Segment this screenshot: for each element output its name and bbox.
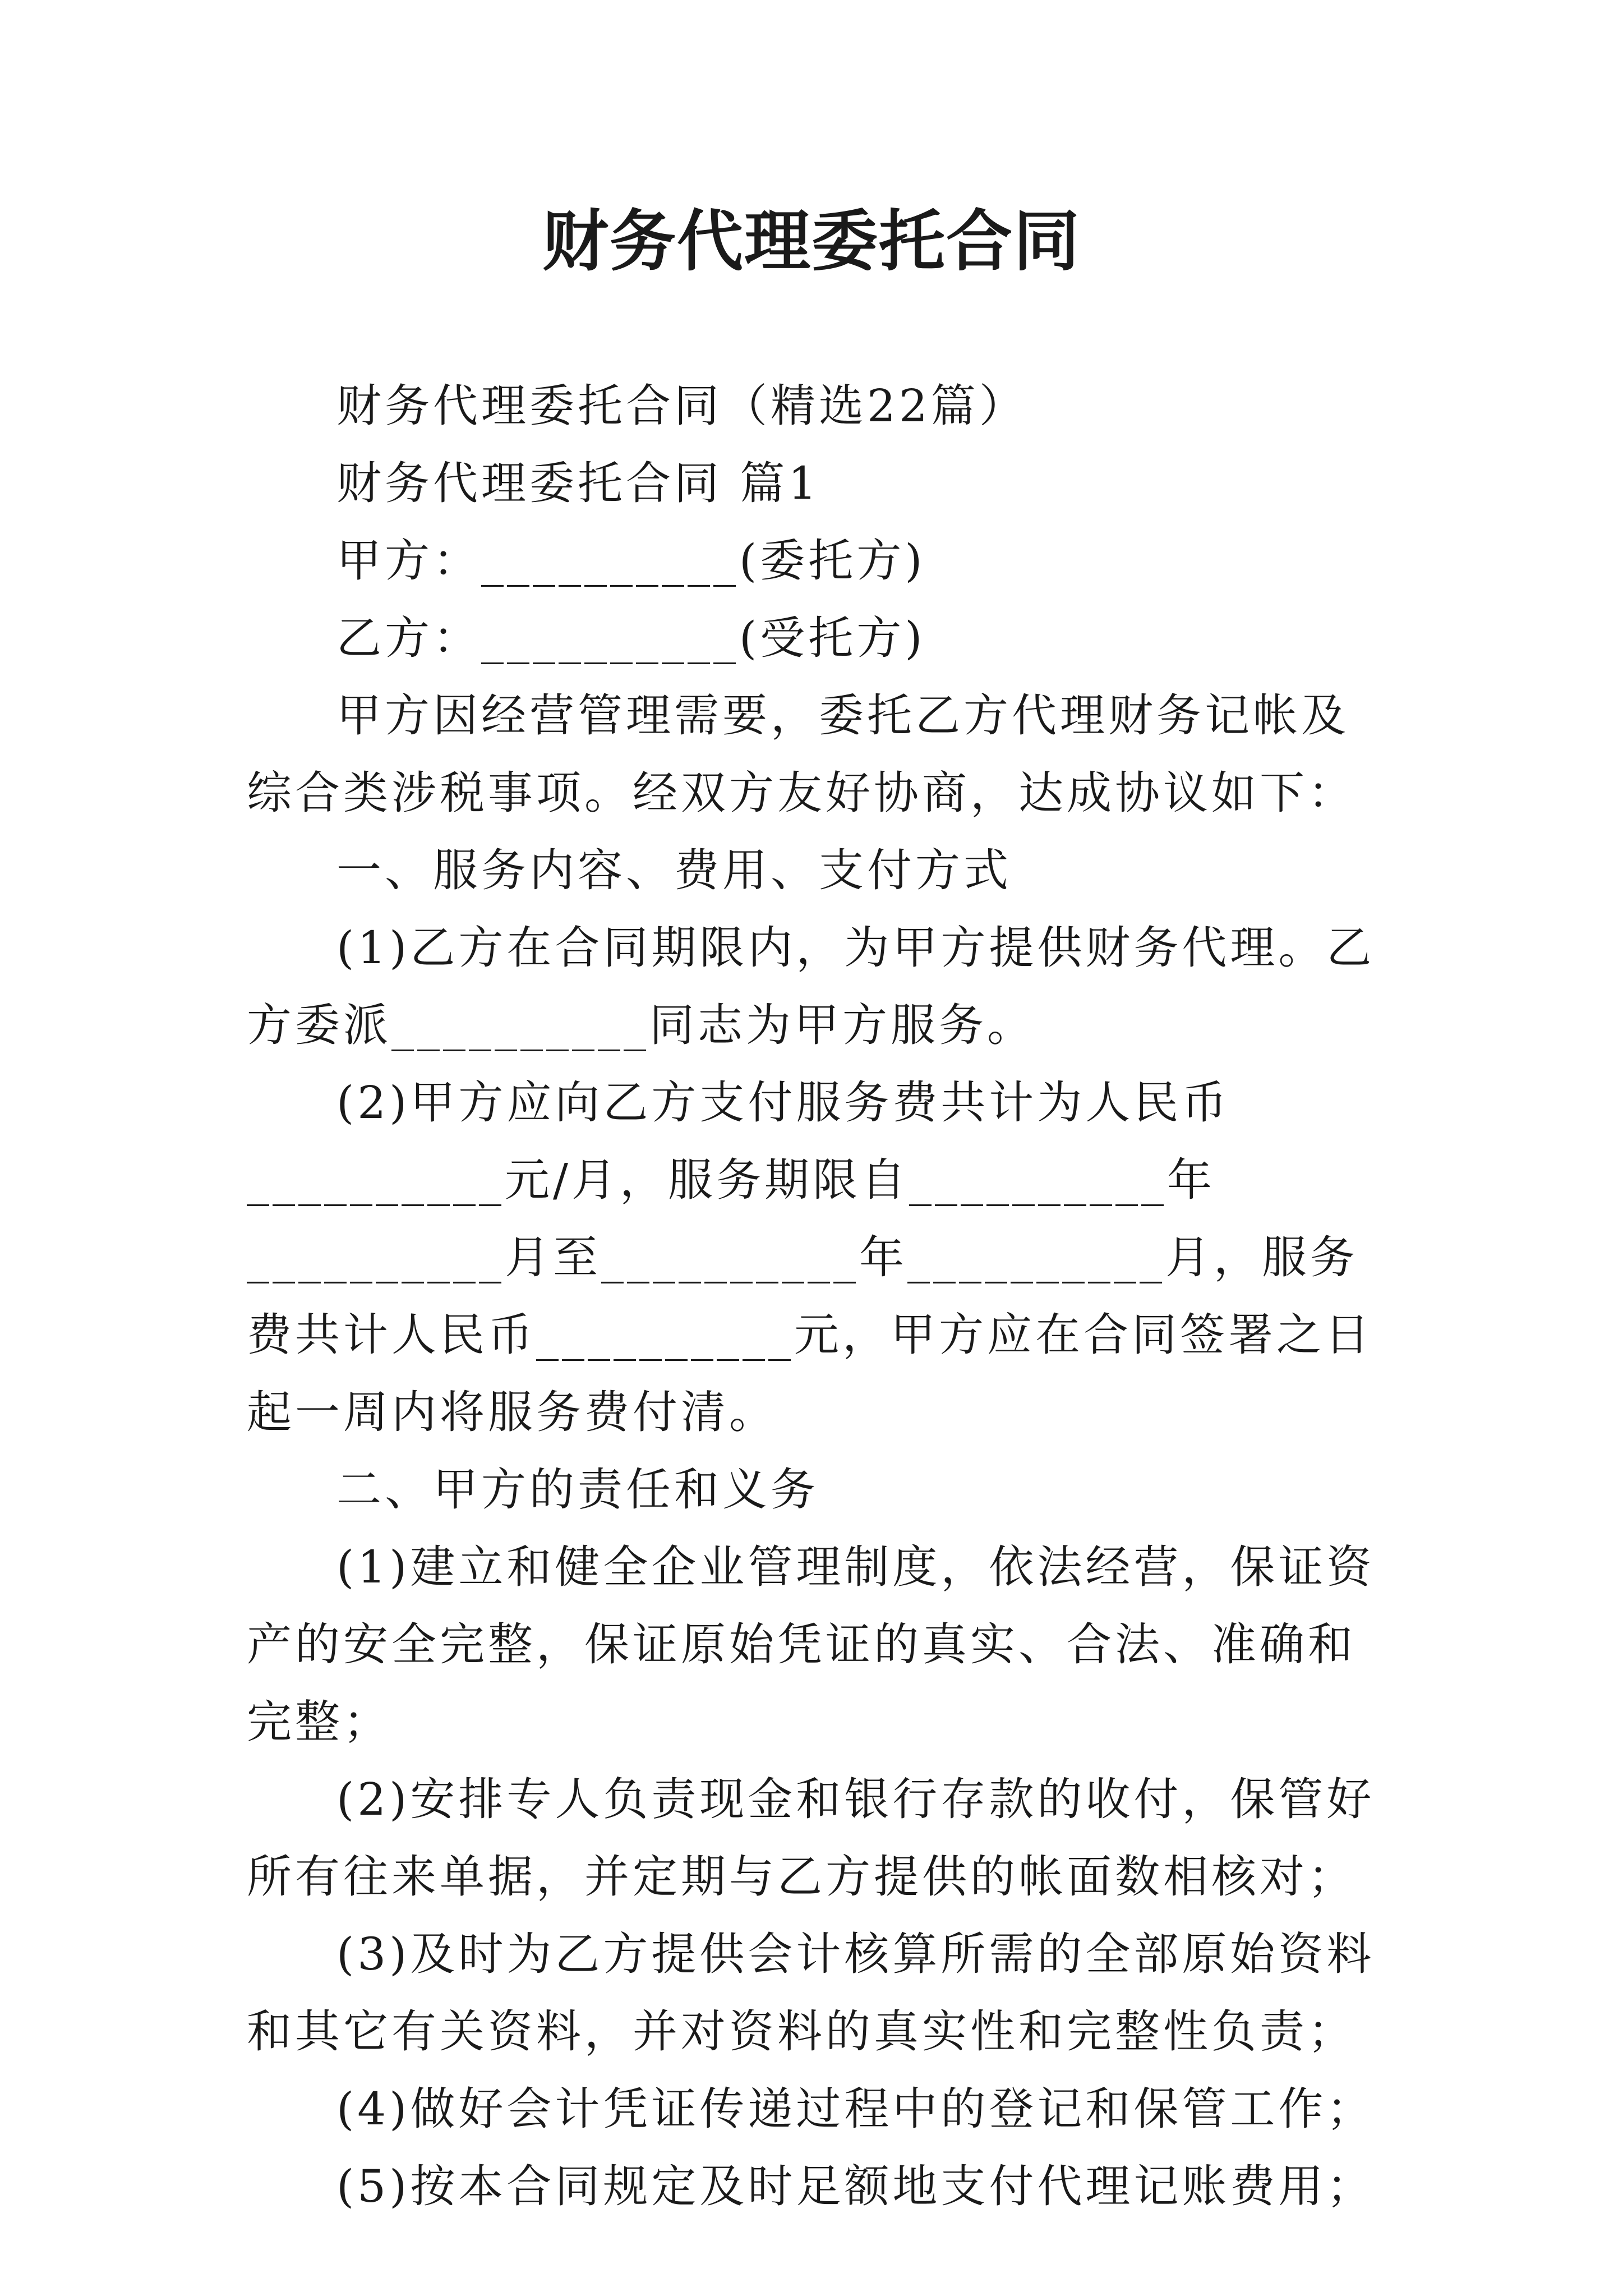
paragraph-service-1: (1)乙方在合同期限内，为甲方提供财务代理。乙方委派__________同志为甲方服务。 [247,922,1375,1051]
document-title: 财务代理委托合同 [542,203,1081,280]
paragraph-preamble: 甲方因经营管理需要，委托乙方代理财务记帐及综合类涉税事项。经双方友好协商，达成协议如下： [247,689,1356,819]
paragraph-party-a: 甲方：__________(委托方) [336,535,926,587]
document-body [247,367,1391,2225]
paragraph-duty-1: (1)建立和健全企业管理制度，依法经营，保证资产的安全完整，保证原始凭证的真实、合法、准确和完整； [247,1541,1375,1748]
paragraph-article-heading: 财务代理委托合同 篇1 [336,457,820,509]
section-heading-service: 一、服务内容、费用、支付方式 [336,844,1012,896]
paragraph-collection-heading: 财务代理委托合同（精选22篇） [336,380,1027,432]
paragraph-party-b: 乙方：__________(受托方) [336,612,926,664]
paragraph-duty-4: (4)做好会计凭证传递过程中的登记和保管工作； [336,2083,1375,2135]
paragraph-duty-2: (2)安排专人负责现金和银行存款的收付，保管好所有往来单据，并定期与乙方提供的帐面数相核对； [247,1773,1375,1903]
section-heading-party-a-duties: 二、甲方的责任和义务 [336,1464,819,1516]
paragraph-duty-5: (5)按本合同规定及时足额地支付代理记账费用； [336,2160,1375,2212]
paragraph-duty-3: (3)及时为乙方提供会计核算所需的全部原始资料和其它有关资料，并对资料的真实性和完整性负责； [247,1928,1375,2058]
paragraph-service-2: (2)甲方应向乙方支付服务费共计为人民币__________元/月，服务期限自__________年__________月至__________年__________月，服务费共计人民币__________元，甲方应在合同签署之日起一周内将服务费付清。 [247,1076,1373,1438]
